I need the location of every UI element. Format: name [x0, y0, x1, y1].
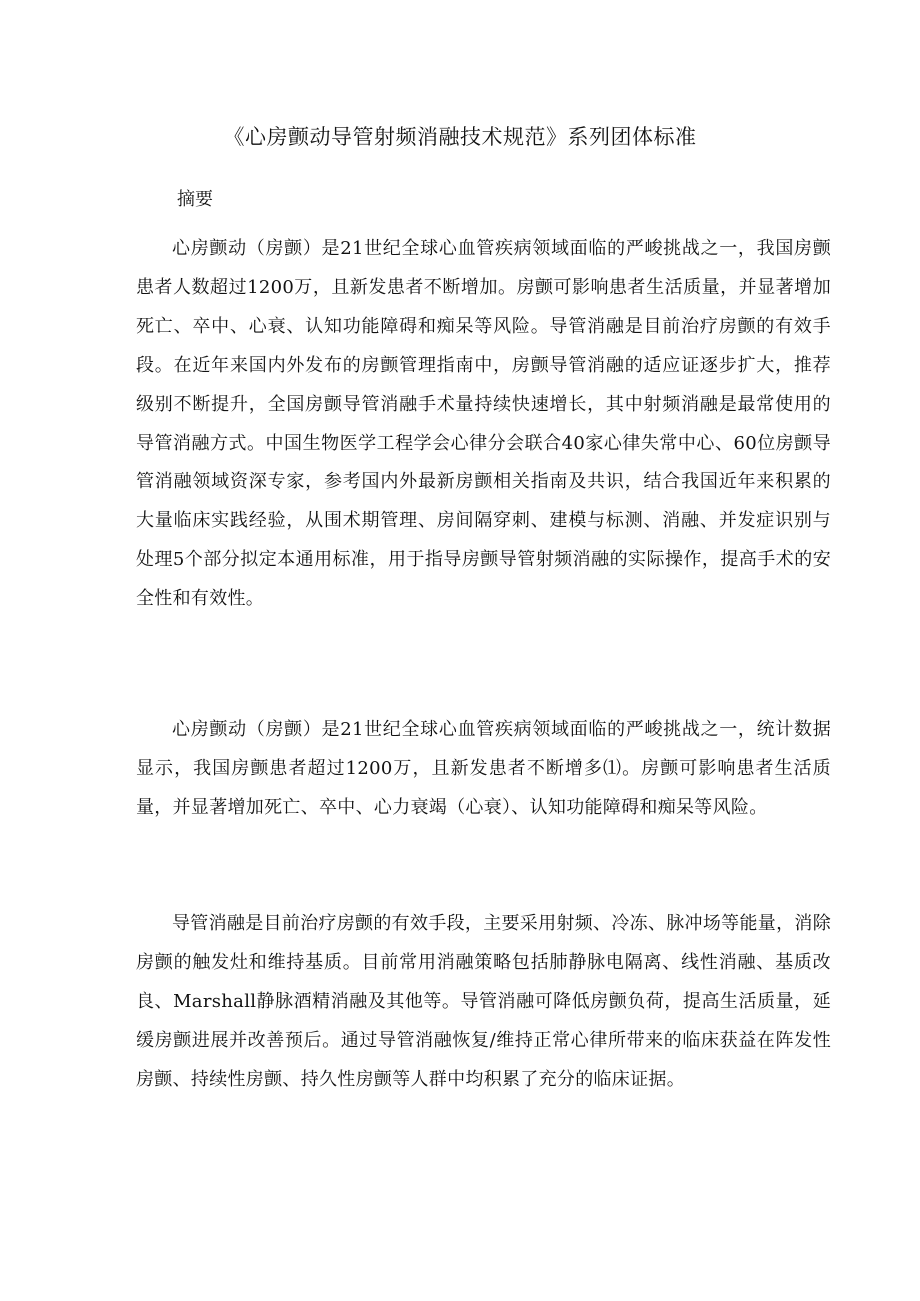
paragraph-background: 心房颤动（房颤）是21世纪全球心血管疾病领域面临的严峻挑战之一，统计数据显示，我国房颤患者超过1200万，且新发患者不断增多⑴。房颤可影响患者生活质量，并显著增加死亡、卒中、心力衰竭（心衰）、认知功能障碍和痴呆等风险。 — [136, 719, 831, 818]
paragraph-catheter-ablation: 导管消融是目前治疗房颤的有效手段，主要采用射频、冷冻、脉冲场等能量，消除房颤的触发灶和维持基质。目前常用消融策略包括肺静脉电隔离、线性消融、基质改良、Marshall静脉酒精消融及其他等。导管消融可降低房颤负荷，提高生活质量，延缓房颤进展并改善预后。通过导管消融恢复/维持正常心律所带来的临床获益在阵发性房颤、持续性房颤、持久性房颤等人群中均积累了充分的临床证据。 — [136, 913, 831, 1090]
document-title: 《心房颤动导管射频消融技术规范》系列团体标准 — [223, 125, 697, 149]
abstract-heading: 摘要 — [177, 189, 213, 210]
paragraph-abstract: 心房颤动（房颤）是21世纪全球心血管疾病领域面临的严峻挑战之一，我国房颤患者人数超过1200万，且新发患者不断增加。房颤可影响患者生活质量，并显著增加死亡、卒中、心衰、认知功能障碍和痴呆等风险。导管消融是目前治疗房颤的有效手段。在近年来国内外发布的房颤管理指南中，房颤导管消融的适应证逐步扩大，推荐级别不断提升，全国房颤导管消融手术量持续快速增长，其中射频消融是最常使用的导管消融方式。中国生物医学工程学会心律分会联合40家心律失常中心、60位房颤导管消融领域资深专家，参考国内外最新房颤相关指南及共识，结合我国近年来积累的大量临床实践经验，从围术期管理、房间隔穿刺、建模与标测、消融、并发症识别与处理5个部分拟定本通用标准，用于指导房颤导管射频消融的实际操作，提高手术的安全性和有效性。 — [136, 238, 831, 610]
